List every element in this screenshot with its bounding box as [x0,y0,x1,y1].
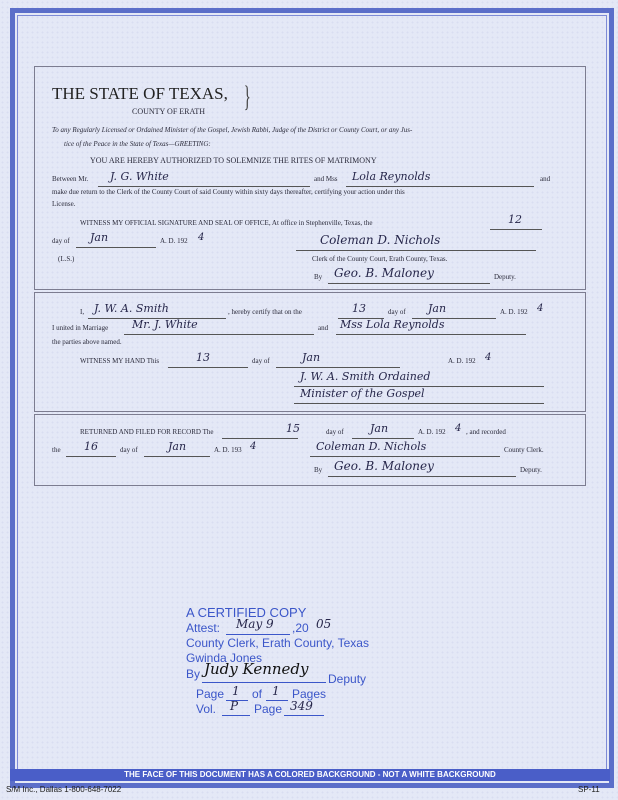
witness-day-of-label: day of [252,357,270,365]
cert-day: 13 [352,302,366,315]
stamp-signature: Judy Kennedy [204,660,309,678]
stamp-page-label: Page [196,687,225,701]
clerk-signature: Coleman D. Nichols [320,233,441,247]
recorded-label: , and recorded [466,428,506,436]
stamp-vol-label: Vol. [196,702,217,716]
cert-groom: Mr. J. White [132,318,198,331]
witness-day-line [168,367,248,368]
license-word: License. [52,200,76,208]
stamp-vol-page-label: Page [254,702,283,716]
returned-deputy-label: Deputy. [520,466,542,474]
returned-month: Jan [370,422,389,435]
stamp-year-hand: 05 [316,617,332,631]
returned-text: RETURNED AND FILED FOR RECORD The [80,428,214,436]
cert-day-of-label: day of [388,308,406,316]
recorded-day-of-label: day of [120,446,138,454]
between-label: Between Mr. [52,175,89,183]
license-month: Jan [90,231,109,244]
printer-info: S/M Inc., Dallas 1-800-648-7022 [6,785,122,794]
stamp-vol-page: 349 [290,699,313,713]
returned-clerk-line [310,456,500,457]
license-day: 12 [508,213,522,226]
recorded-year: 4 [250,441,257,452]
license-deputy-label: Deputy. [494,273,516,281]
witness-hand-label: WITNESS MY HAND This [80,357,160,365]
and-miss-label: and Mss [314,175,338,183]
certify-text: , hereby certify that on the [228,308,302,316]
minister-signature-2: Minister of the Gospel [300,387,425,400]
intro-line-2: tice of the Peace in the State of Texas—GREETING: [64,140,211,148]
stamp-clerk-line: County Clerk, Erath County, Texas [186,636,369,650]
license-day-of-label: day of [52,237,70,245]
returned-clerk-signature: Coleman D. Nichols [316,440,427,453]
stamp-vol-line [222,715,250,716]
license-ad-label: A. D. 192 [160,237,188,245]
returned-ad-label: A. D. 192 [418,428,446,436]
returned-day-line [222,438,298,439]
stamp-pages-total: 1 [272,684,280,698]
returned-year: 4 [455,423,462,434]
witness-ad-label: A. D. 192 [448,357,476,365]
stamp-by-label: By [186,667,201,681]
seal-ls: (L.S.) [58,255,75,263]
minister-name: J. W. A. Smith [94,302,169,315]
license-month-line [76,247,156,248]
united-label: I united in Marriage [52,324,109,332]
cert-i-label: I, [80,308,85,316]
cert-groom-line [124,334,314,335]
returned-day: 15 [286,422,300,435]
bride-line [346,186,534,187]
returned-month-line [352,438,414,439]
cert-year: 4 [537,303,544,314]
colored-background-banner: THE FACE OF THIS DOCUMENT HAS A COLORED BACKGROUND - NOT A WHITE BACKGROUND [10,769,610,781]
license-deputy-signature: Geo. B. Maloney [334,266,434,280]
county-label: COUNTY OF ERATH [132,107,206,116]
county-clerk-label: County Clerk. [504,446,544,454]
license-deputy-line [328,283,490,284]
stamp-vol-value: P [230,699,239,713]
form-id: SP-11 [578,785,600,794]
license-day-line [490,229,542,230]
recorded-the-label: the [52,446,61,454]
stamp-pages-label: Pages [292,687,327,701]
minister-signature-1: J. W. A. Smith Ordained [300,370,431,383]
witness-day: 13 [196,351,210,364]
stamp-attest-label: Attest: [186,621,221,635]
groom-line [98,186,310,187]
recorded-month: Jan [168,440,187,453]
authorized-line: YOU ARE HEREBY AUTHORIZED TO SOLEMNIZE THE RITES OF MATRIMONY [90,156,377,165]
stamp-deputy-label: Deputy [328,672,367,686]
stamp-vol-page-line [284,715,324,716]
returned-deputy-line [328,476,516,477]
stamp-page-num: 1 [232,684,240,698]
license-year: 4 [198,232,205,243]
cert-and-label: and [318,324,329,332]
license-by-label: By [314,273,323,281]
parties-line: the parties above named. [52,338,122,346]
returned-by-label: By [314,466,323,474]
cert-month: Jan [428,302,447,315]
and-label: and [540,175,551,183]
stamp-attest-date: May 9 [236,617,274,631]
cert-bride-line [336,334,526,335]
clerk-title: Clerk of the County Court, Erath County, Texas. [312,255,448,263]
stamp-total-line [266,700,288,701]
stamp-signature-line [202,682,326,683]
stamp-attest-line [226,634,290,635]
clerk-sig-line [296,250,536,251]
returned-deputy-signature: Geo. B. Maloney [334,459,434,473]
stamp-year-prefix: ,20 [292,621,309,635]
state-heading: THE STATE OF TEXAS, [52,84,228,103]
witness-year: 4 [485,352,492,363]
recorded-day: 16 [84,440,98,453]
witness-official-line: WITNESS MY OFFICIAL SIGNATURE AND SEAL OF OFFICE, At office in Stephenville, Texas, the [80,219,373,227]
cert-ad-label: A. D. 192 [500,308,528,316]
return-line: make due return to the Clerk of the County Court of said County within sixty days thereafter, certifying your action under this [52,188,405,196]
returned-day-of-label: day of [326,428,344,436]
recorded-day-line [66,456,116,457]
recorded-ad-label: A. D. 193 [214,446,242,454]
witness-month: Jan [302,351,321,364]
recorded-month-line [144,456,210,457]
cert-bride: Mss Lola Reynolds [340,318,445,331]
stamp-of-label: of [252,687,263,701]
bride-name: Lola Reynolds [352,170,431,183]
stamp-name: Gwinda Jones [186,651,263,665]
intro-line-1: To any Regularly Licensed or Ordained Minister of the Gospel, Jewish Rabbi, Judge of the District or County Court, or any Jus- [52,126,413,134]
witness-month-line [276,367,400,368]
minister-sig-line-2 [294,403,544,404]
groom-name: J. G. White [110,170,169,183]
brace: } [243,80,251,113]
stamp-title: A CERTIFIED COPY [186,605,307,620]
